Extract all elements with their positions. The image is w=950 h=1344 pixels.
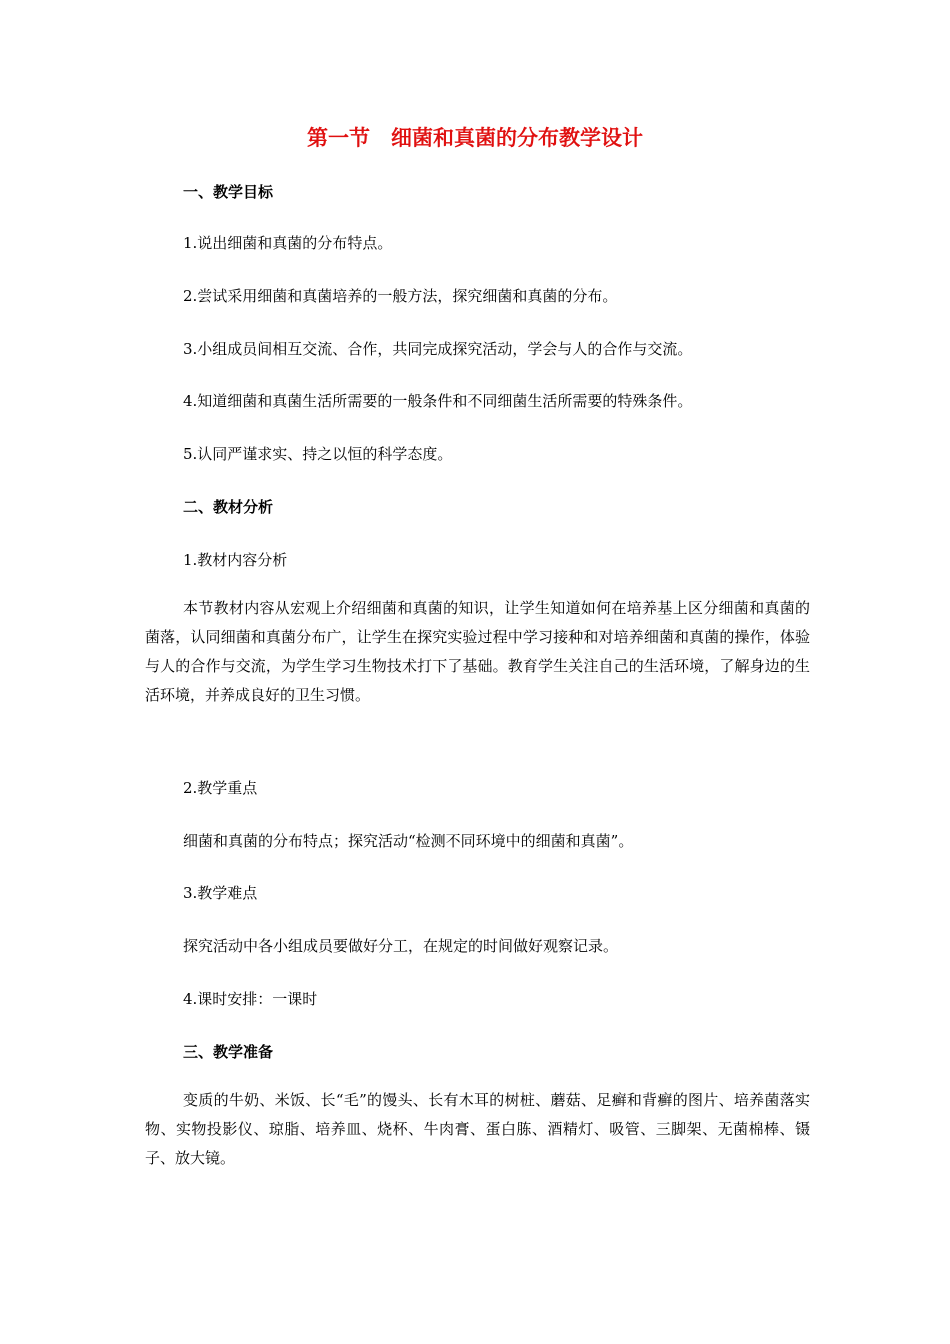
- objective-item: 4.知道细菌和真菌生活所需要的一般条件和不同细菌生活所需要的特殊条件。: [183, 392, 693, 410]
- section-heading-preparation: 三、教学准备: [183, 1043, 274, 1061]
- objective-item: 1.说出细菌和真菌的分布特点。: [183, 234, 393, 252]
- section-heading-analysis: 二、教材分析: [183, 498, 274, 516]
- analysis-paragraph: 本节教材内容从宏观上介绍细菌和真菌的知识，让学生知道如何在培养基上区分细菌和真菌的菌落，认同细菌和真菌分布广，让学生在探究实验过程中学习接种和对培养细菌和真菌的操作，体验与人的合作与交流，为学生学习生物技术打下了基础。教育学生关注自己的生活环境，了解身边的生活环境，并养成良好的卫生习惯。: [145, 599, 810, 704]
- objective-item: 2.尝试采用细菌和真菌培养的一般方法，探究细菌和真菌的分布。: [183, 287, 618, 305]
- subsection-text: 细菌和真菌的分布特点；探究活动“检测不同环境中的细菌和真菌”。: [183, 832, 634, 850]
- objective-item: 5.认同严谨求实、持之以恒的科学态度。: [183, 445, 453, 463]
- document-title: 第一节 细菌和真菌的分布教学设计: [307, 126, 643, 150]
- subsection-title: 1.教材内容分析: [183, 551, 288, 569]
- subsection-title: 3.教学难点: [183, 884, 258, 902]
- subsection-title: 2.教学重点: [183, 779, 258, 797]
- preparation-paragraph: 变质的牛奶、米饭、长“毛”的馒头、长有木耳的树桩、蘑菇、足癣和背癣的图片、培养菌落实物、实物投影仪、琼脂、培养皿、烧杯、牛肉膏、蛋白胨、酒精灯、吸管、三脚架、无菌棉棒、镊子、放大镜。: [145, 1091, 810, 1167]
- subsection-title: 4.课时安排：一课时: [183, 990, 318, 1008]
- section-heading-objectives: 一、教学目标: [183, 183, 274, 201]
- subsection-text: 探究活动中各小组成员要做好分工，在规定的时间做好观察记录。: [183, 937, 619, 955]
- objective-item: 3.小组成员间相互交流、合作，共同完成探究活动，学会与人的合作与交流。: [183, 340, 693, 358]
